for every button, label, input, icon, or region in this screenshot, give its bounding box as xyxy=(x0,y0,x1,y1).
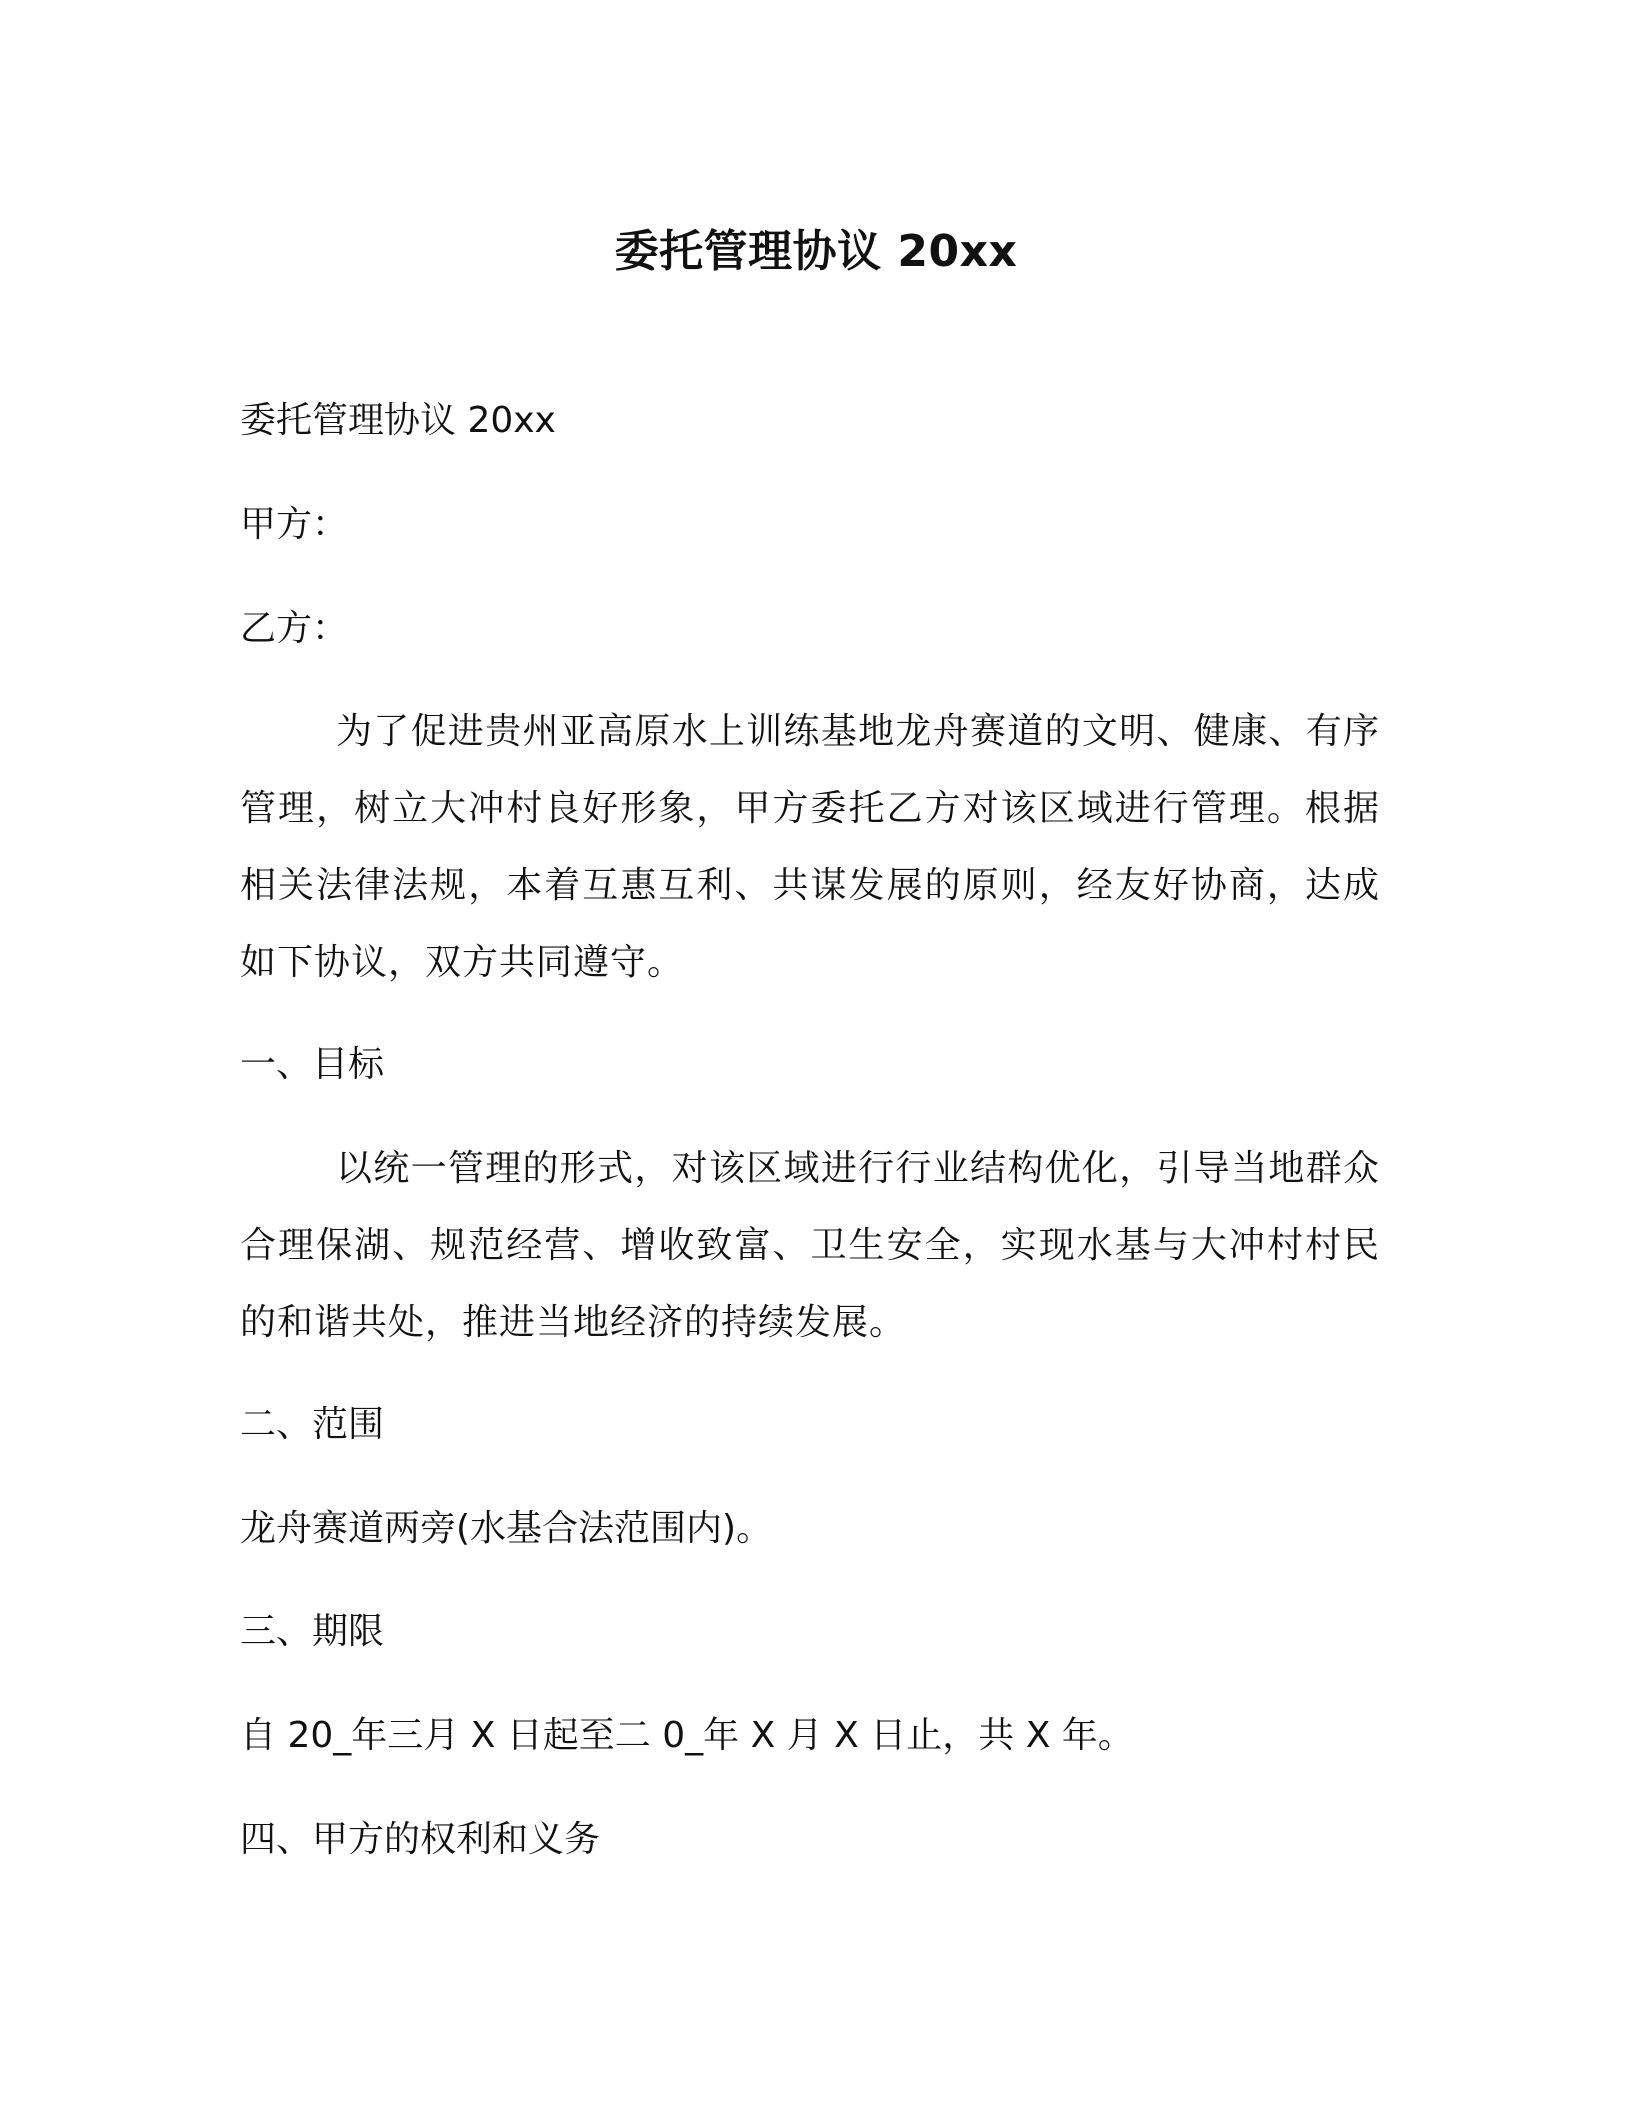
intro-paragraph: 为了促进贵州亚高原水上训练基地龙舟赛道的文明、健康、有序管理，树立大冲村良好形象，甲方委托乙方对该区域进行管理。根据相关法律法规，本着互惠互利、共谋发展的原则，经友好协商，达成如下协议，双方共同遵守。 xyxy=(240,711,1380,983)
section-heading-term: 三、期限 xyxy=(240,1611,385,1652)
party-b-label: 乙方： xyxy=(240,608,349,649)
document-subtitle: 委托管理协议 20xx xyxy=(240,400,556,441)
section-text-goal: 以统一管理的形式，对该区域进行行业结构优化，引导当地群众合理保湖、规范经营、增收致富、卫生安全，实现水基与大冲村村民的和谐共处，推进当地经济的持续发展。 xyxy=(240,1148,1380,1343)
section-text-scope: 龙舟赛道两旁(水基合法范围内)。 xyxy=(240,1508,773,1549)
section-heading-scope: 二、范围 xyxy=(240,1404,385,1445)
section-heading-goal: 一、目标 xyxy=(240,1044,385,1085)
section-text-term: 自 20_年三月 X 日起至二 0_年 X 月 X 日止，共 X 年。 xyxy=(240,1715,1134,1756)
document-title: 委托管理协议 20xx xyxy=(614,226,1018,277)
party-a-label: 甲方： xyxy=(240,504,349,545)
section-heading-party-a-rights: 四、甲方的权利和义务 xyxy=(240,1819,601,1860)
